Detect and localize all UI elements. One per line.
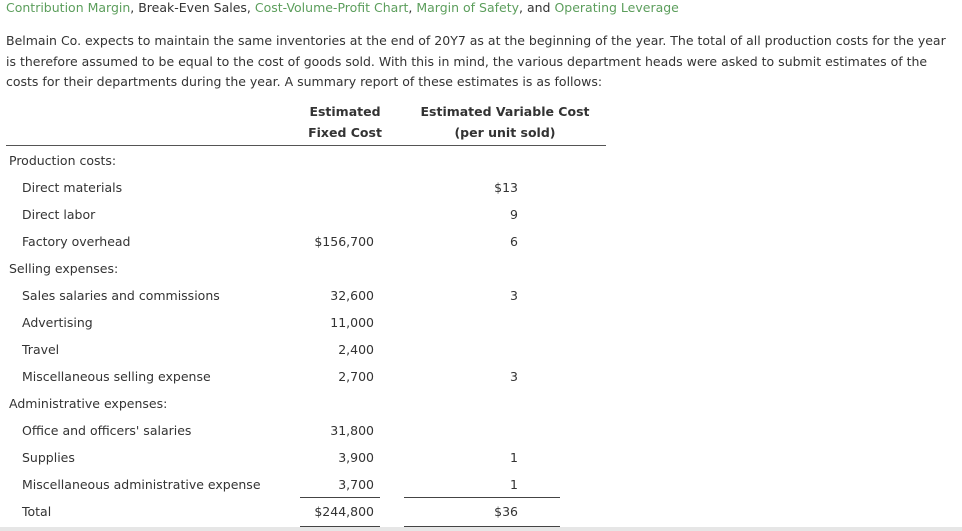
variable-cost-header bbox=[404, 101, 606, 143]
title-link-operating-leverage[interactable]: Operating Leverage bbox=[554, 0, 679, 15]
bottom-scroll-edge bbox=[0, 527, 962, 531]
row-label: Advertising bbox=[22, 315, 93, 330]
variable-cost-cell: $13 bbox=[494, 180, 518, 195]
row-label: Total bbox=[22, 504, 52, 519]
fixed-cost-header-line2: Fixed Cost bbox=[308, 125, 382, 140]
title-link-cvp-chart[interactable]: Cost-Volume-Profit Chart bbox=[254, 0, 409, 15]
fixed-cost-cell: 3,900 bbox=[338, 450, 374, 465]
row-label: Miscellaneous selling expense bbox=[22, 369, 211, 384]
title-text-3: , and bbox=[519, 0, 555, 15]
fixed-cost-cell: 2,700 bbox=[338, 369, 374, 384]
table-row bbox=[0, 207, 620, 234]
fixed-cost-cell: $244,800 bbox=[314, 504, 374, 519]
row-label: Miscellaneous administrative expense bbox=[22, 477, 261, 492]
row-label: Supplies bbox=[22, 450, 75, 465]
fixed-cost-cell: 3,700 bbox=[338, 477, 374, 492]
row-label: Direct materials bbox=[22, 180, 123, 195]
table-row bbox=[0, 477, 620, 504]
fixed-cost-cell: 11,000 bbox=[330, 315, 374, 330]
header-rule bbox=[6, 145, 606, 146]
section-row bbox=[0, 153, 620, 180]
fixed-cost-cell: 2,400 bbox=[338, 342, 374, 357]
table-row bbox=[0, 342, 620, 369]
variable-cost-cell: 1 bbox=[510, 477, 518, 492]
variable-cost-header-line1: Estimated Variable Cost bbox=[420, 104, 590, 119]
row-label: Sales salaries and commissions bbox=[22, 288, 220, 303]
title-text-2: , bbox=[408, 0, 417, 15]
intro-paragraph: Belmain Co. expects to maintain the same inventories at the end of 20Y7 as at the beginning of the year. The total of all production costs for the year is therefore assumed to be equal to the cost of goods sold. With this in mind, the various department heads were asked to submit estimates of the costs for their departments during the year. A summary report of these estimates is as follows: bbox=[6, 33, 946, 89]
row-label: Travel bbox=[22, 342, 60, 357]
variable-cost-cell: 1 bbox=[510, 450, 518, 465]
title-text-1: , Break-Even Sales, bbox=[130, 0, 255, 15]
variable-cost-header-line2: (per unit sold) bbox=[454, 125, 556, 140]
table-row bbox=[0, 180, 620, 207]
variable-cost-cell: 3 bbox=[510, 369, 518, 384]
row-label: Direct labor bbox=[22, 207, 96, 222]
variable-cost-cell: 3 bbox=[510, 288, 518, 303]
variable-subtotal-rule bbox=[404, 497, 560, 498]
fixed-cost-header bbox=[300, 101, 390, 143]
variable-cost-cell: 6 bbox=[510, 234, 518, 249]
row-label: Production costs: bbox=[9, 153, 117, 168]
fixed-cost-header-line1: Estimated bbox=[309, 104, 381, 119]
row-label: Factory overhead bbox=[22, 234, 131, 249]
table-row bbox=[0, 369, 620, 396]
table-row bbox=[0, 315, 620, 342]
variable-cost-cell: 9 bbox=[510, 207, 518, 222]
table-row bbox=[0, 450, 620, 477]
row-label: Selling expenses: bbox=[9, 261, 119, 276]
title-link-margin-of-safety[interactable]: Margin of Safety bbox=[416, 0, 520, 15]
fixed-subtotal-rule bbox=[300, 497, 380, 498]
title-link-contribution-margin[interactable]: Contribution Margin bbox=[6, 0, 131, 15]
row-label: Office and officers' salaries bbox=[22, 423, 192, 438]
section-row bbox=[0, 396, 620, 423]
variable-cost-cell: $36 bbox=[494, 504, 518, 519]
table-row bbox=[0, 423, 620, 450]
fixed-cost-cell: 31,800 bbox=[330, 423, 374, 438]
page-title bbox=[6, 0, 679, 16]
table-row bbox=[0, 234, 620, 261]
section-row bbox=[0, 261, 620, 288]
fixed-cost-cell: 32,600 bbox=[330, 288, 374, 303]
row-label: Administrative expenses: bbox=[9, 396, 168, 411]
fixed-cost-cell: $156,700 bbox=[314, 234, 374, 249]
table-row bbox=[0, 288, 620, 315]
